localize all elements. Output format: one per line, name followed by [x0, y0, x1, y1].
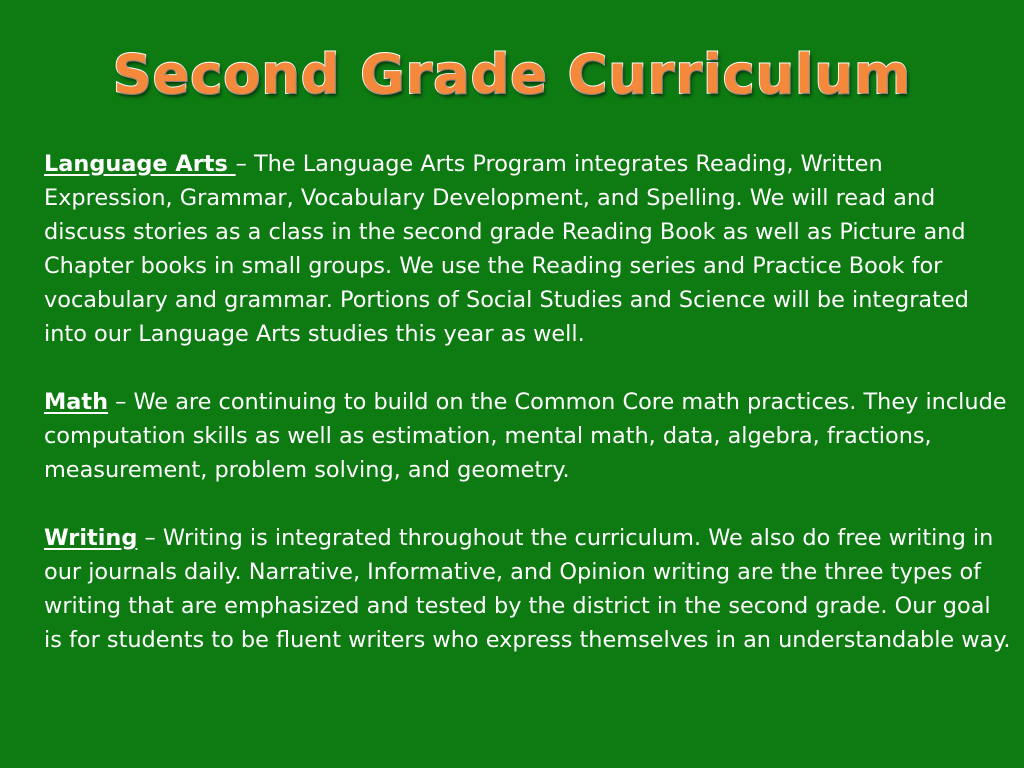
slide-content	[44, 147, 1012, 691]
section-heading-writing: Writing	[44, 525, 138, 551]
section-separator: –	[108, 389, 134, 415]
section-writing	[44, 521, 1012, 657]
section-heading-math: Math	[44, 389, 109, 415]
slide-title: Second Grade Curriculum	[112, 43, 912, 106]
section-body-language-arts: The Language Arts Program integrates Reading, Written Expression, Grammar, Vocabulary Development, and Spelling. We will read and discuss stories as a class in the second grade Reading Book as well as Picture and Chapter books in small groups. We use the Reading series and Practice Book for vocabulary and grammar. Portions of Social Studies and Science will be integrated into our Language Arts studies this year as well.	[44, 151, 969, 347]
section-body-writing: Writing is integrated throughout the curriculum. We also do free writing in our journals daily. Narrative, Informative, and Opinion writing are the three types of writing that are emphasized and tested by the district in the second grade. Our goal is for students to be fluent writers who express themselves in an understandable way.	[44, 525, 1011, 653]
section-language-arts	[44, 147, 1012, 351]
section-separator: –	[137, 525, 163, 551]
section-separator: –	[235, 151, 254, 177]
section-body-math: We are continuing to build on the Common Core math practices. They include computation skills as well as estimation, mental math, data, algebra, fractions, measurement, problem solving, and geometry.	[44, 389, 1007, 483]
section-heading-language-arts: Language Arts	[44, 151, 236, 177]
section-math	[44, 385, 1012, 487]
